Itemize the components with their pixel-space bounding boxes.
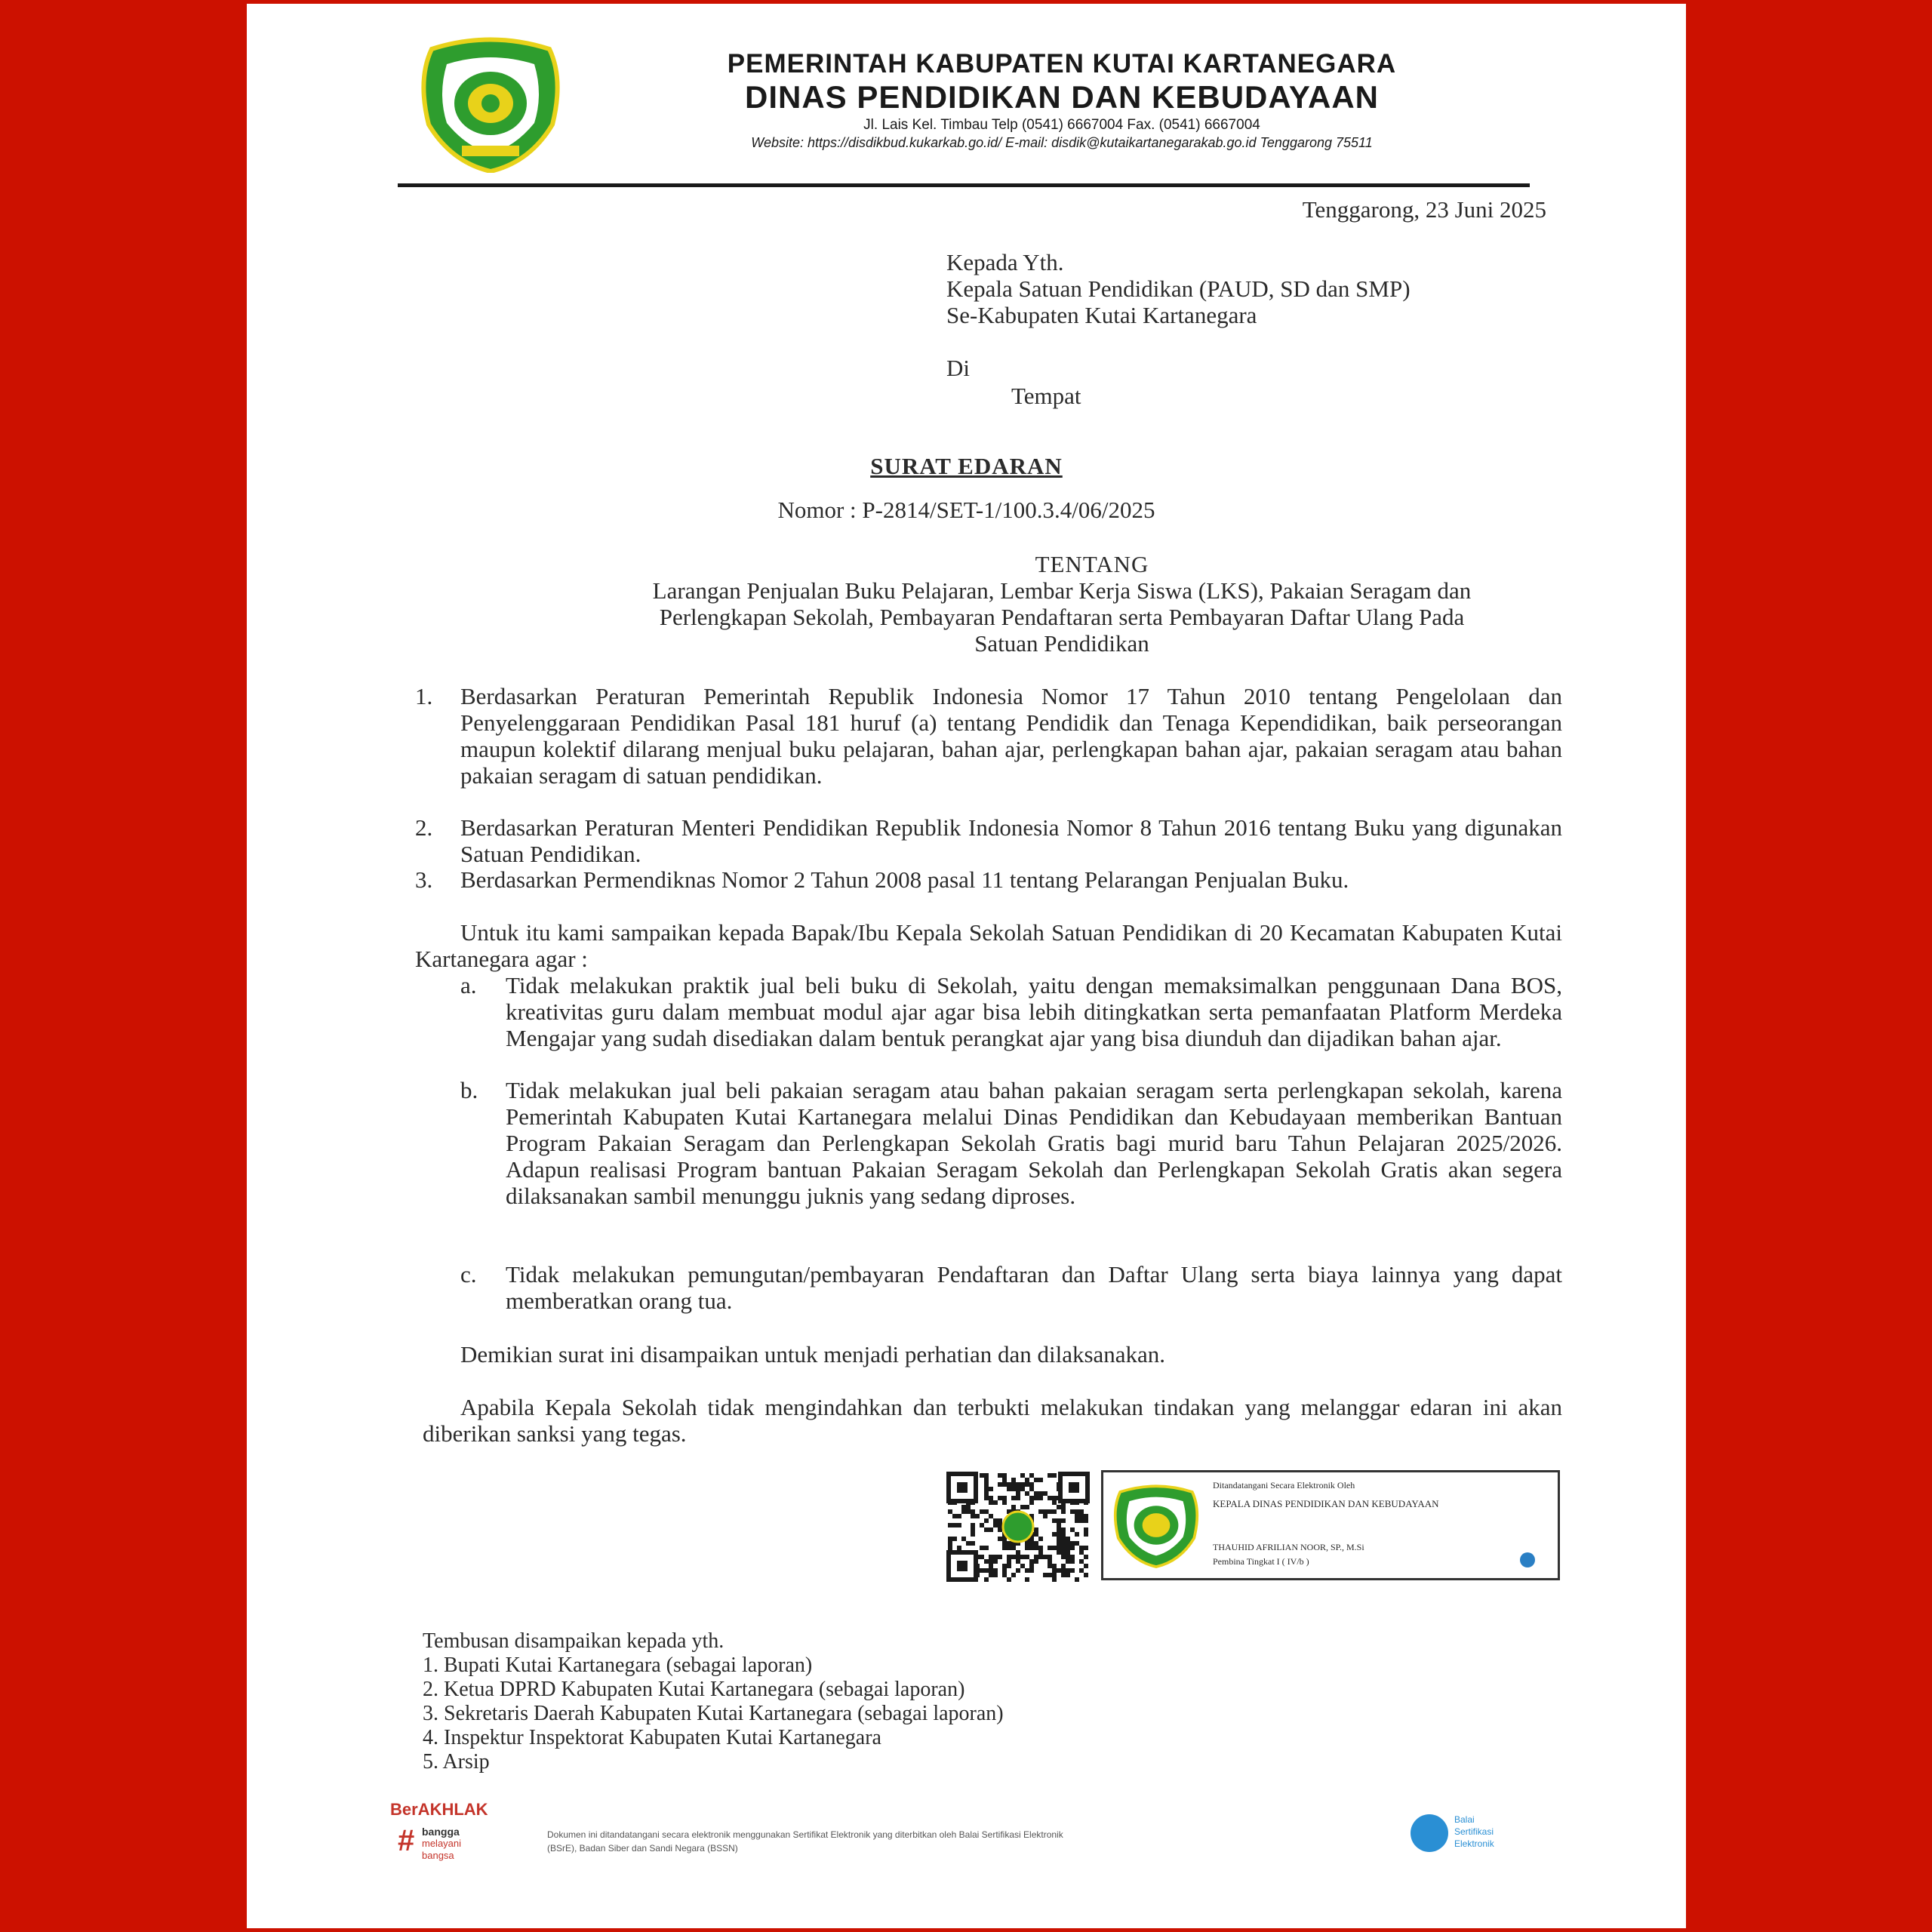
signature-signed-by: Ditandatangani Secara Elektronik Oleh: [1213, 1480, 1355, 1491]
bsre-text-1: Balai: [1454, 1814, 1475, 1825]
letterhead-line1: PEMERINTAH KABUPATEN KUTAI KARTANEGARA: [727, 49, 1397, 78]
recipient-line1: Kepada Yth.: [946, 249, 1064, 275]
cc-item: 2. Ketua DPRD Kabupaten Kutai Kartanegara (sebagai laporan): [423, 1678, 965, 1701]
instruction-text: Tidak melakukan praktik jual beli buku di Sekolah, yaitu dengan memaksimalkan penggunaan Dana BOS, kreativitas guru dalam membuat modul ajar agar bisa lebih ditingkatkan serta pemanfaatan Platform Merdeka Mengajar yang sudah disediakan dalam bentuk perangkat ajar yang bisa diunduh dan dijadikan bahan ajar.: [506, 972, 1562, 1051]
letter-heading: SURAT EDARAN: [870, 453, 1063, 479]
letter-page: [247, 4, 1686, 1928]
consideration-number: 1.: [415, 683, 433, 709]
consideration-3: [415, 866, 1562, 919]
bsre-text-3: Elektronik: [1454, 1838, 1494, 1849]
consideration-1: [415, 683, 1562, 815]
qr-code: [946, 1472, 1090, 1582]
cc-item: 4. Inspektur Inspektorat Kabupaten Kutai Kartanegara: [423, 1726, 881, 1749]
tentang-label: TENTANG: [1035, 551, 1149, 577]
consideration-2: [415, 814, 1562, 867]
bsre-badge-icon: [1520, 1552, 1535, 1567]
letterhead-address: Jl. Lais Kel. Timbau Telp (0541) 6667004 Fax. (0541) 6667004: [863, 117, 1260, 133]
bangga-text-3: bangsa: [422, 1850, 454, 1861]
instruction-text: Tidak melakukan pemungutan/pembayaran Pendaftaran dan Daftar Ulang serta biaya lainnya yang dapat memberatkan orang tua.: [506, 1261, 1562, 1314]
berakhlak-text: BerAKHLAK: [390, 1800, 488, 1819]
bsre-text-2: Sertifikasi: [1454, 1826, 1494, 1837]
e-signature-box: [1101, 1470, 1560, 1580]
bsre-logo: [1411, 1811, 1531, 1857]
signature-name: THAUHID AFRILIAN NOOR, SP., M.Si: [1213, 1542, 1364, 1552]
letter-number: Nomor : P-2814/SET-1/100.3.4/06/2025: [777, 497, 1155, 523]
instruction-letter: b.: [460, 1077, 478, 1103]
instruction-text: Tidak melakukan jual beli pakaian seragam atau bahan pakaian seragam serta perlengkapan sekolah, karena Pemerintah Kabupaten Kutai Kartanegara melalui Dinas Pendidikan dan Kebudayaan memberikan Bantuan Program Pakaian Seragam dan Perlengkapan Sekolah Gratis bagi murid baru Tahun Pelajaran 2025/2026. Adapun realisasi Program bantuan Pakaian Seragam Sekolah dan Perlengkapan Sekolah Gratis akan segera dilaksanakan sambil menunggu juknis yang sedang diproses.: [506, 1077, 1562, 1209]
instruction-letter: a.: [460, 972, 477, 998]
cc-item: 3. Sekretaris Daerah Kabupaten Kutai Kartanegara (sebagai laporan): [423, 1702, 1004, 1725]
letterhead-divider: [398, 183, 1530, 187]
instruction-letter: c.: [460, 1261, 477, 1287]
consideration-number: 2.: [415, 814, 433, 841]
cc-heading: Tembusan disampaikan kepada yth.: [423, 1629, 724, 1653]
instruction-b: [460, 1077, 1562, 1262]
consideration-text: Berdasarkan Peraturan Pemerintah Republik Indonesia Nomor 17 Tahun 2010 tentang Pengelolaan dan Penyelenggaraan Pendidikan Pasal 181 huruf (a) tentang Pendidik dan Tenaga Kependidikan, baik perseorangan maupun kolektif dilarang menjual buku pelajaran, bahan ajar, perlengkapan bahan ajar, pakaian seragam atau bahan pakaian seragam di satuan pendidikan.: [460, 683, 1562, 789]
subject-line3: Satuan Pendidikan: [974, 630, 1149, 657]
cc-item: 5. Arsip: [423, 1750, 490, 1774]
recipient-line2: Kepala Satuan Pendidikan (PAUD, SD dan SMP): [946, 275, 1411, 302]
recipient-line3: Se-Kabupaten Kutai Kartanegara: [946, 302, 1257, 328]
subject-line2: Perlengkapan Sekolah, Pembayaran Pendaftaran serta Pembayaran Daftar Ulang Pada: [659, 604, 1465, 630]
regency-logo: [417, 34, 565, 173]
bangga-text-1: bangga: [422, 1826, 460, 1838]
signature-logo: [1111, 1480, 1201, 1571]
instruction-intro: Untuk itu kami sampaikan kepada Bapak/Ibu Kepala Sekolah Satuan Pendidikan di 20 Kecamatan Kabupaten Kutai Kartanegara agar :: [415, 919, 1562, 972]
subject-line1: Larangan Penjualan Buku Pelajaran, Lembar Kerja Siswa (LKS), Pakaian Seragam dan: [652, 577, 1472, 604]
consideration-text: Berdasarkan Peraturan Menteri Pendidikan Republik Indonesia Nomor 8 Tahun 2016 tentang Buku yang digunakan Satuan Pendidikan.: [460, 814, 1562, 867]
instruction-c: [460, 1261, 1562, 1314]
bangga-text-2: melayani: [422, 1838, 462, 1849]
instruction-a: [460, 972, 1562, 1078]
signature-rank: Pembina Tingkat I ( IV/b ): [1213, 1556, 1309, 1567]
warning-paragraph: Apabila Kepala Sekolah tidak mengindahkan dan terbukti melakukan tindakan yang melanggar edaran ini akan diberikan sanksi yang tegas.: [423, 1394, 1562, 1447]
signature-position: KEPALA DINAS PENDIDIKAN DAN KEBUDAYAAN: [1213, 1498, 1439, 1509]
consideration-number: 3.: [415, 866, 433, 893]
recipient-tempat: Tempat: [1011, 383, 1081, 409]
cc-item: 1. Bupati Kutai Kartanegara (sebagai laporan): [423, 1654, 813, 1677]
hashtag-icon: #: [398, 1824, 415, 1857]
closing-paragraph: Demikian surat ini disampaikan untuk menjadi perhatian dan dilaksanakan.: [460, 1341, 1166, 1367]
recipient-di: Di: [946, 355, 970, 381]
letterhead-line2: DINAS PENDIDIKAN DAN KEBUDAYAAN: [745, 79, 1379, 115]
consideration-text: Berdasarkan Permendiknas Nomor 2 Tahun 2008 pasal 11 tentang Pelarangan Penjualan Buku.: [460, 866, 1349, 893]
letterhead-contact: Website: https://disdikbud.kukarkab.go.id/ E-mail: disdik@kutaikartanegarakab.go.id Tenggarong 75511: [751, 135, 1373, 150]
date-line: Tenggarong, 23 Juni 2025: [1302, 196, 1546, 223]
berakhlak-logo: [390, 1800, 526, 1875]
bsre-globe-icon: [1411, 1814, 1448, 1852]
footer-note-line1: Dokumen ini ditandatangani secara elektronik menggunakan Sertifikat Elektronik yang diterbitkan oleh Balai Sertifikasi Elektronik: [547, 1829, 1063, 1840]
footer-note-line2: (BSrE), Badan Siber dan Sandi Negara (BSSN): [547, 1843, 738, 1854]
